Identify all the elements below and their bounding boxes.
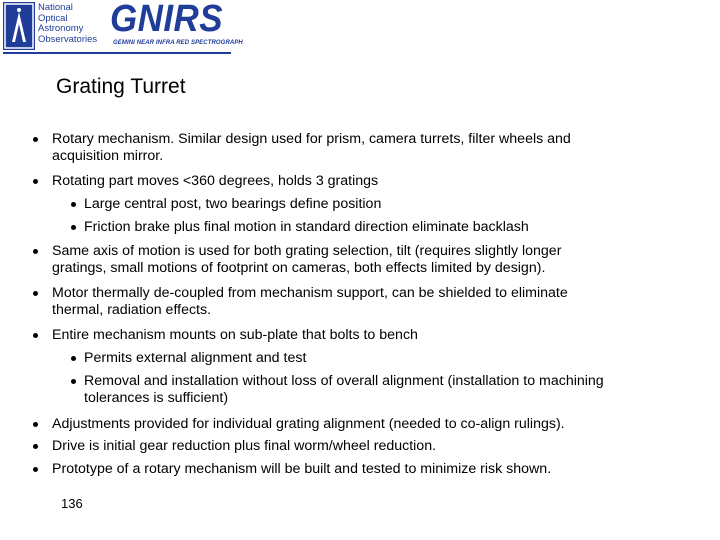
bullet-text-line: acquisition mirror. (52, 148, 164, 164)
bullet-dot-icon (33, 137, 38, 142)
bullet-text-line: thermal, radiation effects. (52, 302, 212, 318)
bullet-item (52, 438, 436, 455)
noao-gnirs-logo (3, 0, 243, 52)
bullet-text-line: Same axis of motion is used for both grating selection, tilt (requires slightly longer (52, 243, 562, 259)
bullet-item (52, 173, 378, 190)
gnirs-logo-title: GNIRS (110, 0, 224, 40)
bullet-item (52, 243, 561, 277)
bullet-item (52, 327, 418, 344)
bullet-text-line: Prototype of a rotary mechanism will be built and tested to minimize risk shown. (52, 461, 552, 477)
page-number: 136 (61, 496, 83, 511)
noao-line: Astronomy (38, 23, 84, 35)
bullet-dot-icon (71, 356, 76, 361)
bullet-text-line: Removal and installation without loss of overall alignment (installation to machining (84, 373, 604, 389)
bullet-dot-icon (33, 467, 38, 472)
bullet-text-line: Permits external alignment and test (84, 350, 307, 366)
noao-organization-name (38, 3, 97, 45)
bullet-dot-icon (33, 291, 38, 296)
bullet-text-line: Large central post, two bearings define position (84, 196, 382, 212)
bullet-dot-icon (33, 444, 38, 449)
bullet-text-line: tolerances is sufficient) (84, 390, 229, 406)
slide-title: Grating Turret (56, 75, 186, 98)
bullet-item (52, 131, 571, 165)
bullet-text-line: Drive is initial gear reduction plus final worm/wheel reduction. (52, 438, 437, 454)
noao-line: Optical (38, 12, 68, 24)
bullet-dot-icon (71, 225, 76, 230)
bullet-item (52, 416, 565, 433)
bullet-dot-icon (33, 422, 38, 427)
noao-line: Observatories (38, 33, 98, 45)
bullet-text-line: Rotary mechanism. Similar design used for prism, camera turrets, filter wheels and (52, 131, 571, 147)
bullet-item (52, 461, 551, 478)
sub-bullet-item (84, 373, 604, 407)
noao-line: National (38, 2, 73, 13)
bullet-dot-icon (33, 249, 38, 254)
bullet-text-line: Motor thermally de-coupled from mechanism support, can be shielded to eliminate (52, 285, 568, 301)
noao-emblem-icon (3, 2, 35, 50)
sub-bullet-item (84, 196, 381, 213)
bullet-dot-icon (33, 179, 38, 184)
bullet-text-line: Rotating part moves <360 degrees, holds 3 gratings (52, 173, 379, 189)
bullet-text-line: gratings, small motions of footprint on cameras, both effects limited by design). (52, 260, 546, 276)
sub-bullet-item (84, 350, 306, 367)
bullet-dot-icon (33, 333, 38, 338)
bullet-item (52, 285, 568, 319)
logo-underline (3, 52, 231, 54)
sub-bullet-item (84, 219, 529, 236)
bullet-dot-icon (71, 202, 76, 207)
gnirs-logo-subtitle: GEMINI NEAR INFRA RED SPECTROGRAPH (113, 40, 243, 46)
bullet-dot-icon (71, 379, 76, 384)
bullet-text-line: Adjustments provided for individual grating alignment (needed to co-align rulings). (52, 416, 565, 432)
bullet-text-line: Friction brake plus final motion in standard direction eliminate backlash (84, 219, 529, 235)
bullet-text-line: Entire mechanism mounts on sub-plate that bolts to bench (52, 327, 418, 343)
